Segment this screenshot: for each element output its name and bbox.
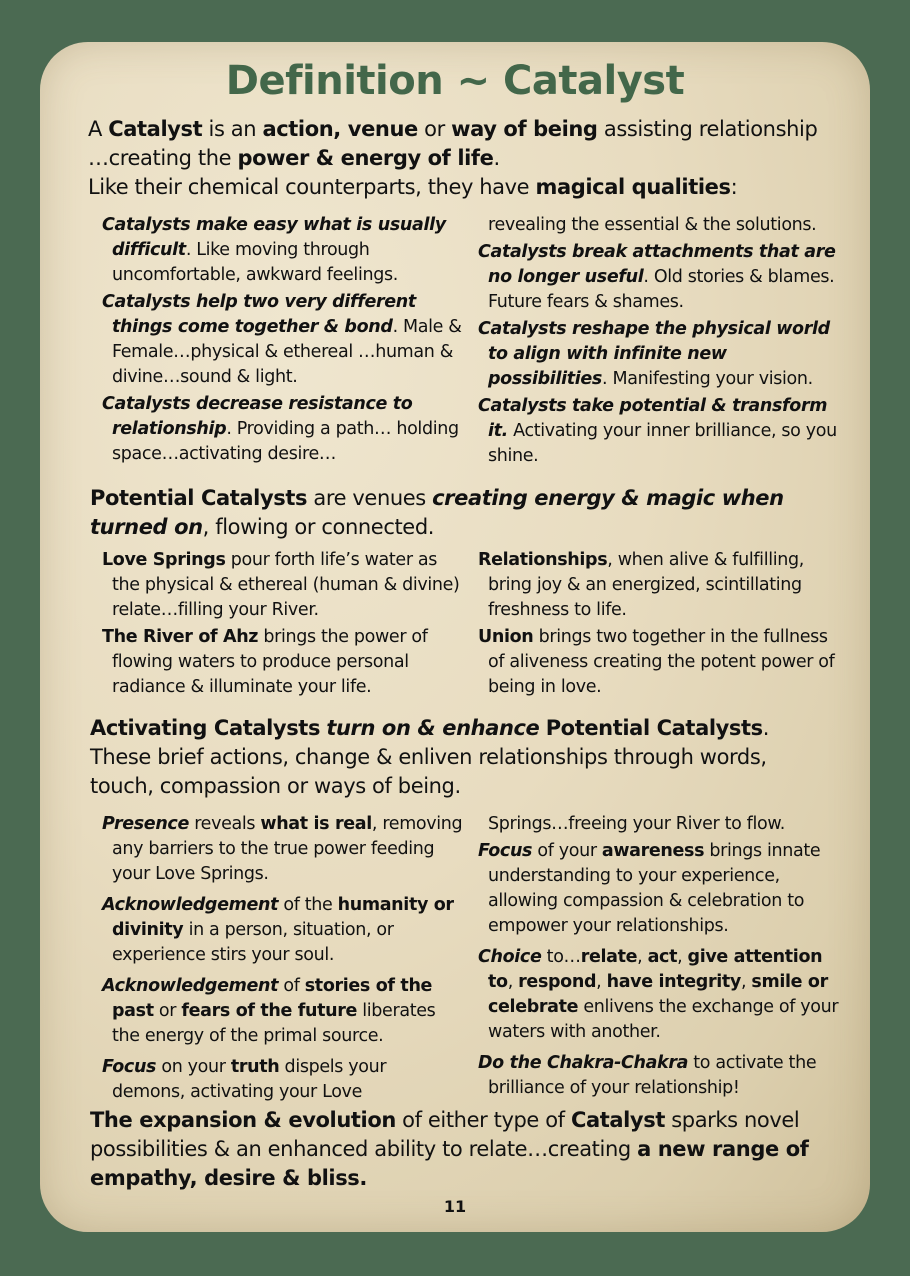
quality-item: Catalysts make easy what is usually difficult. Like moving through uncomfortable, awkward feelings. <box>102 215 446 285</box>
potential-catalysts-heading: Potential Catalysts are venues creating energy & magic when turned on, flowing or connected. <box>90 486 784 539</box>
activating-catalysts-heading: Activating Catalysts turn on & enhance Potential Catalysts. These brief actions, change & enliven relationships through words, touch, compassion or ways of being. <box>90 716 770 798</box>
activating-left-column <box>102 812 464 1107</box>
intro-line-2: …creating the power & energy of life. <box>88 146 500 170</box>
quality-item: Catalysts break attachments that are no longer useful. Old stories & blames. Future fears & shames. <box>478 242 836 312</box>
potential-item: The River of Ahz brings the power of flowing waters to produce personal radiance & illuminate your life. <box>102 627 428 697</box>
intro-line-3: Like their chemical counterparts, they have magical qualities: <box>88 175 738 199</box>
quality-item: Catalysts decrease resistance to relationship. Providing a path… holding space…activating desire… <box>102 394 459 464</box>
potential-right-column <box>478 548 842 702</box>
activating-item: Acknowledgement of stories of the past or fears of the future liberates the energy of the primal source. <box>102 976 436 1046</box>
quality-item: Catalysts take potential & transform it. Activating your inner brilliance, so you shine. <box>478 396 837 466</box>
quality-item: Catalysts help two very different things come together & bond. Male & Female…physical & ethereal …human & divine…sound & light. <box>102 292 462 387</box>
potential-item: Love Springs pour forth life’s water as the physical & ethereal (human & divine) relate…filling your River. <box>102 550 460 620</box>
activating-item: Do the Chakra-Chakra to activate the brilliance of your relationship! <box>478 1053 817 1098</box>
activating-item: Acknowledgement of the humanity or divinity in a person, situation, or experience stirs your soul. <box>102 895 454 965</box>
closing-paragraph: The expansion & evolution of either type of Catalyst sparks novel possibilities & an enhanced ability to relate…creating a new range of empathy, desire & bliss. <box>90 1108 809 1190</box>
page-title: Definition ~ Catalyst <box>225 58 685 104</box>
potential-item: Union brings two together in the fullness of aliveness creating the potent power of being in love. <box>478 627 835 697</box>
potential-left-column <box>102 548 464 702</box>
activating-item: Choice to…relate, act, give attention to, respond, have integrity, smile or celebrate enlivens the exchange of your waters with another. <box>478 947 839 1042</box>
quality-continuation: revealing the essential & the solutions. <box>488 215 817 235</box>
quality-item: Catalysts reshape the physical world to align with infinite new possibilities. Manifesting your vision. <box>478 319 830 389</box>
activating-continuation: Springs…freeing your River to flow. <box>488 814 785 834</box>
activating-item: Presence reveals what is real, removing any barriers to the true power feeding your Love Springs. <box>102 814 463 884</box>
qualities-right-column <box>478 213 842 471</box>
qualities-left-column <box>102 213 464 469</box>
intro-line-1: A Catalyst is an action, venue or way of being assisting relationship <box>88 117 818 141</box>
page-number: 11 <box>443 1197 467 1216</box>
intro <box>88 115 848 202</box>
activating-item: Focus of your awareness brings innate understanding to your experience, allowing compassion & celebration to empower your relationships. <box>478 841 821 936</box>
potential-item: Relationships, when alive & fulfilling, bring joy & an energized, scintillating freshness to life. <box>478 550 804 620</box>
activating-item: Focus on your truth dispels your demons, activating your Love <box>102 1057 387 1102</box>
activating-right-column <box>478 812 844 1103</box>
